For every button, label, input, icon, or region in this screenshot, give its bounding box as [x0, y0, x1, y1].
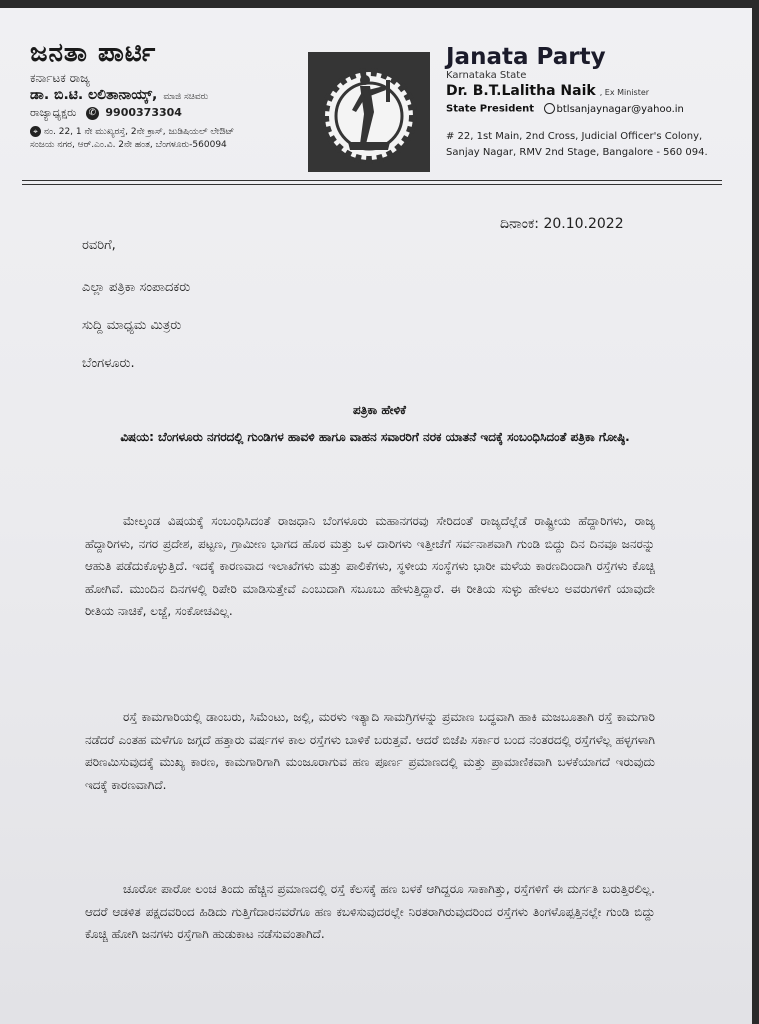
leader-name-kannada [30, 87, 305, 103]
address-kannada-line2: ಸಂಜಯ ನಗರ, ಆರ್.ಎಂ.ವಿ. 2ನೇ ಹಂತ, ಬೆಂಗಳೂರು-560094 [30, 140, 227, 150]
email-block [544, 104, 684, 115]
role-kannada: ರಾಜ್ಯಾಧ್ಯಕ್ಷರು [30, 106, 77, 119]
letterhead-english [446, 44, 746, 161]
party-emblem-icon [308, 52, 430, 172]
email-address: btlsanjaynagar@yahoo.in [556, 103, 684, 115]
letter-subject: ವಿಷಯ: ಬೆಂಗಳೂರು ನಗರದಲ್ಲಿ ಗುಂಡಿಗಳ ಹಾವಳಿ ಹಾಗೂ ವಾಹನ ಸವಾರರಿಗೆ ನರಕ ಯಾತನೆ ಇದಕ್ಕೆ ಸಂಬಂಧಿಸಿದಂತೆ ಪತ್ರಿಕಾ ಗೋಷ್ಠಿ. [120, 430, 630, 444]
body-paragraph-2: ರಸ್ತೆ ಕಾಮಗಾರಿಯಲ್ಲಿ ಡಾಂಬರು, ಸಿಮೆಂಟು, ಜಲ್ಲಿ, ಮರಳು ಇತ್ಯಾದಿ ಸಾಮಗ್ರಿಗಳನ್ನು ಪ್ರಮಾಣ ಬದ್ಧವಾಗಿ ಹಾಕಿ ಮಜಬೂತಾಗಿ ರಸ್ತೆ ಕಾಮಗಾರಿ ನಡೆದರೆ ಎಂತಹ ಮಳೆಗೂ ಜಗ್ಗದೆ ಹತ್ತಾರು ವರ್ಷಗಳ ಕಾಲ ರಸ್ತೆಗಳು ಬಾಳಿಕೆ ಬರುತ್ತವೆ. ಆದರೆ ಬಿಜೆಪಿ ಸರ್ಕಾರ ಬಂದ ನಂತರದಲ್ಲಿ ರಸ್ತೆಗಳೆಲ್ಲ ಹಳ್ಳಗಳಾಗಿ ಪರಿಣಮಿಸುವುದಕ್ಕೆ ಮುಖ್ಯ ಕಾರಣ, ಕಾಮಗಾರಿಗಾಗಿ ಮಂಜೂರಾಗುವ ಹಣ ಪೂರ್ಣ ಪ್ರಮಾಣದಲ್ಲಿ ಮತ್ತು ಪ್ರಾಮಾಣಿಕವಾಗಿ ಬಳಕೆಯಾಗದೆ ಇರುವುದು ಇದಕ್ಕೆ ಕಾರಣವಾಗಿದೆ. [85, 710, 655, 792]
phone-number: 9900373304 [105, 106, 182, 119]
leader-note-kannada: ಮಾಜಿ ಸಚಿವರು [163, 92, 209, 102]
leader-note-english: , Ex Minister [599, 88, 650, 97]
party-emblem-graphic [308, 52, 430, 172]
role-email-line [446, 103, 746, 115]
address-english [446, 129, 746, 161]
party-name-english: Janata Party [446, 44, 606, 70]
state-name-english: Karnataka State [446, 70, 527, 81]
phone-icon: ✆ [86, 107, 99, 120]
press-statement-heading: ಪತ್ರಿಕಾ ಹೇಳಿಕೆ [352, 403, 407, 417]
salutation: ರವರಿಗೆ, [82, 238, 116, 253]
leader-name-english [446, 83, 746, 99]
state-name-kannada: ಕರ್ನಾಟಕ ರಾಜ್ಯ [30, 71, 90, 85]
leader-name-english-text: Dr. B.T.Lalitha Naik [446, 83, 596, 99]
email-icon [544, 103, 555, 114]
address-kannada [30, 126, 305, 152]
body-paragraph-1: ಮೇಲ್ಕಂಡ ವಿಷಯಕ್ಕೆ ಸಂಬಂಧಿಸಿದಂತೆ ರಾಜಧಾನಿ ಬೆಂಗಳೂರು ಮಹಾನಗರವು ಸೇರಿದಂತೆ ರಾಜ್ಯದೆಲ್ಲೆಡೆ ರಾಷ್ಟ್ರೀಯ ಹೆದ್ದಾರಿಗಳು, ರಾಜ್ಯ ಹೆದ್ದಾರಿಗಳು, ನಗರ ಪ್ರದೇಶ, ಪಟ್ಟಣ, ಗ್ರಾಮೀಣ ಭಾಗದ ಹೊರ ಮತ್ತು ಒಳ ದಾರಿಗಳು ಇತ್ತೀಚೆಗೆ ಸರ್ವನಾಶವಾಗಿ ಗುಂಡಿ ಬಿದ್ದು ದಿನ ದಿನವೂ ಜನರನ್ನು ಆಹುತಿ ಪಡೆದುಕೊಳ್ಳುತ್ತಿದೆ. ಇದಕ್ಕೆ ಕಾರಣವಾದ ಇಲಾಖೆಗಳು ಮತ್ತು ಪಾಲಿಕೆಗಳು, ಸ್ಥಳೀಯ ಸಂಸ್ಥೆಗಳು ಭಾರೀ ಮಳೆಯ ಕಾರಣದಿಂದಾಗಿ ರಸ್ತೆಗಳು ಕೊಚ್ಚಿ ಹೋಗಿವೆ. ಮುಂದಿನ ದಿನಗಳಲ್ಲಿ ರಿಪೇರಿ ಮಾಡಿಸುತ್ತೇವೆ ಎಂಬುದಾಗಿ ಸಬೂಬು ಹೇಳುತ್ತಿದ್ದಾರೆ. ಈ ರೀತಿಯ ಸುಳ್ಳು ಹೇಳಲು ಅವರುಗಳಿಗೆ ಯಾವುದೇ ರೀತಿಯ ನಾಚಿಕೆ, ಲಜ್ಜೆ, ಸಂಕೋಚವಿಲ್ಲ. [85, 514, 655, 618]
letterhead-kannada [30, 38, 305, 152]
address-english-line1: # 22, 1st Main, 2nd Cross, Judicial Officer's Colony, [446, 130, 703, 142]
letterhead-divider [22, 180, 722, 181]
recipient-line-3: ಬೆಂಗಳೂರು. [82, 356, 135, 371]
role-english: State President [446, 103, 535, 115]
leader-name-kannada-text: ಡಾ. ಬಿ.ಟಿ. ಲಲಿತಾನಾಯ್ಕ್, [30, 87, 158, 103]
body-paragraph-3: ಚೂರೋ ಪಾರೋ ಲಂಚ ತಿಂದು ಹೆಚ್ಚಿನ ಪ್ರಮಾಣದಲ್ಲಿ ರಸ್ತೆ ಕೆಲಸಕ್ಕೆ ಹಣ ಬಳಕೆ ಆಗಿದ್ದರೂ ಸಾಕಾಗಿತ್ತು, ರಸ್ತೆಗಳಿಗೆ ಈ ದುರ್ಗತಿ ಬರುತ್ತಿರಲಿಲ್ಲ. ಆದರೆ ಆಡಳಿತ ಪಕ್ಷದವರಿಂದ ಹಿಡಿದು ಗುತ್ತಿಗೆದಾರನವರೆಗೂ ಹಣ ಕಬಳಿಸುವುದರಲ್ಲೇ ನಿರತರಾಗಿರುವುದರಿಂದ ರಸ್ತೆಗಳು ತಿಂಗಳೊಪ್ಪತ್ತಿನಲ್ಲೇ ಗುಂಡಿ ಬಿದ್ದು ಕೊಚ್ಚಿ ಹೋಗಿ ಜನಗಳು ರಸ್ತೆಗಾಗಿ ಹುಡುಕಾಟ ನಡೆಸುವಂತಾಗಿದೆ. [85, 882, 655, 941]
address-kannada-line1: ನಂ. 22, 1 ನೇ ಮುಖ್ಯರಸ್ತೆ, 2ನೇ ಕ್ರಾಸ್, ಜುಡಿಷಿಯಲ್ ಲೇಔಟ್ [44, 127, 235, 137]
letter-date: ದಿನಾಂಕ: 20.10.2022 [500, 216, 624, 232]
letter-page [0, 8, 752, 1024]
address-english-line2: Sanjay Nagar, RMV 2nd Stage, Bangalore - 560 094. [446, 146, 708, 158]
recipient-line-1: ಎಲ್ಲಾ ಪತ್ರಿಕಾ ಸಂಪಾದಕರು [82, 280, 191, 295]
letterhead-divider-2 [22, 184, 722, 185]
party-name-kannada: ಜನತಾ ಪಾರ್ಟಿ [30, 38, 157, 68]
recipient-line-2: ಸುದ್ದಿ ಮಾಧ್ಯಮ ಮಿತ್ರರು [82, 318, 182, 333]
role-phone-line [30, 106, 305, 120]
location-pin-icon: ⌖ [30, 126, 41, 137]
